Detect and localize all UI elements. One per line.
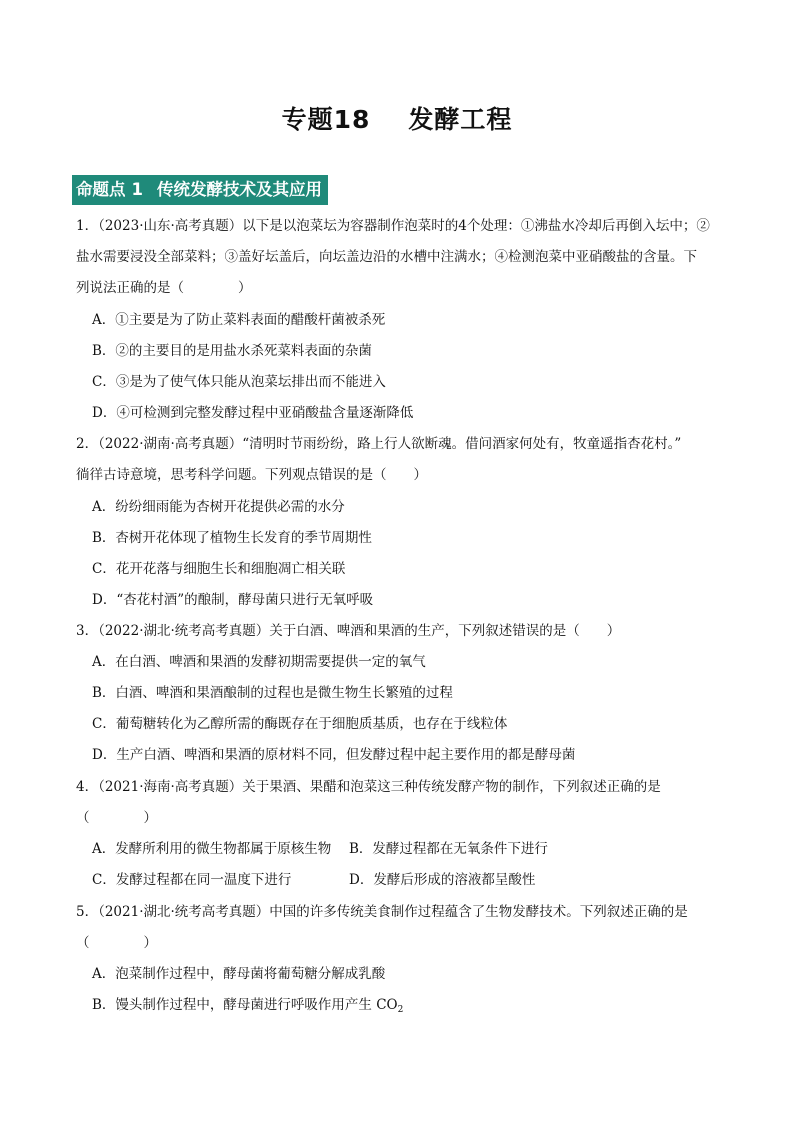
q4-option-a: A．发酵所利用的微生物都属于原核生物 — [92, 841, 332, 857]
q5-option-b-subscript: 2 — [397, 1005, 404, 1015]
q3-option-d: D．生产白酒、啤酒和果酒的原材料不同，但发酵过程中起主要作用的都是酵母菌 — [92, 747, 576, 763]
q5-line1: 5．（2021·湖北·统考高考真题）中国的许多传统美食制作过程蕴含了生物发酵技术。下列叙述正确的是 — [76, 904, 688, 920]
page-title — [0, 100, 794, 136]
topic-banner — [72, 175, 328, 205]
q1-line1: 1．（2023·山东·高考真题）以下是以泡菜坛为容器制作泡菜时的4个处理：①沸盐水冷却后再倒入坛中；② — [76, 218, 710, 234]
q2-option-d: D．“杏花村酒”的酿制，酵母菌只进行无氧呼吸 — [92, 592, 374, 608]
q4-option-c: C．发酵过程都在同一温度下进行 — [92, 872, 292, 888]
q4-line2: （ ） — [76, 810, 157, 826]
title-part1: 专题18 — [281, 105, 371, 134]
q5-option-b — [92, 996, 403, 1019]
q2-option-b: B．杏树开花体现了植物生长发育的季节周期性 — [92, 530, 372, 546]
q3-line1: 3．（2022·湖北·统考高考真题）关于白酒、啤酒和果酒的生产，下列叙述错误的是（ ） — [76, 623, 621, 639]
q3-option-a: A．在白酒、啤酒和果酒的发酵初期需要提供一定的氧气 — [92, 654, 426, 670]
q5-option-a: A．泡菜制作过程中，酵母菌将葡萄糖分解成乳酸 — [92, 966, 386, 982]
q4-options-cd — [92, 871, 536, 889]
q5-line2: （ ） — [76, 935, 157, 951]
q1-option-b: B．②的主要目的是用盐水杀死菜料表面的杂菌 — [92, 343, 372, 359]
q4-option-b: B．发酵过程都在无氧条件下进行 — [349, 841, 548, 857]
q4-line1: 4．（2021·海南·高考真题）关于果酒、果醋和泡菜这三种传统发酵产物的制作，下列叙述正确的是 — [76, 779, 661, 795]
title-part2: 发酵工程 — [408, 105, 513, 134]
q1-line3: 列说法正确的是（ ） — [76, 280, 252, 296]
q2-line2: 徜徉古诗意境，思考科学问题。下列观点错误的是（ ） — [76, 467, 427, 483]
q1-option-a: A．①主要是为了防止菜料表面的醋酸杆菌被杀死 — [92, 312, 386, 328]
q1-option-c: C．③是为了使气体只能从泡菜坛排出而不能进入 — [92, 374, 386, 390]
topic-number: 1 — [131, 180, 143, 199]
q2-option-c: C．花开花落与细胞生长和细胞凋亡相关联 — [92, 561, 346, 577]
topic-label: 命题点 — [76, 180, 126, 199]
topic-text: 传统发酵技术及其应用 — [156, 180, 322, 199]
q2-option-a: A．纷纷细雨能为杏树开花提供必需的水分 — [92, 499, 345, 515]
q3-option-b: B．白酒、啤酒和果酒酿制的过程也是微生物生长繁殖的过程 — [92, 685, 453, 701]
q2-line1: 2．（2022·湖南·高考真题）“清明时节雨纷纷，路上行人欲断魂。借问酒家何处有，牧童遥指杏花村。” — [76, 436, 682, 452]
q1-option-d: D．④可检测到完整发酵过程中亚硝酸盐含量逐渐降低 — [92, 405, 414, 421]
q4-options-ab — [92, 840, 548, 858]
q4-option-d: D．发酵后形成的溶液都呈酸性 — [349, 872, 536, 888]
q3-option-c: C．葡萄糖转化为乙醇所需的酶既存在于细胞质基质，也存在于线粒体 — [92, 716, 508, 732]
q1-line2: 盐水需要浸没全部菜料；③盖好坛盖后，向坛盖边沿的水槽中注满水；④检测泡菜中亚硝酸盐的含量。下 — [76, 249, 697, 265]
q5-option-b-text: B．馒头制作过程中，酵母菌进行呼吸作用产生 CO — [92, 997, 398, 1013]
